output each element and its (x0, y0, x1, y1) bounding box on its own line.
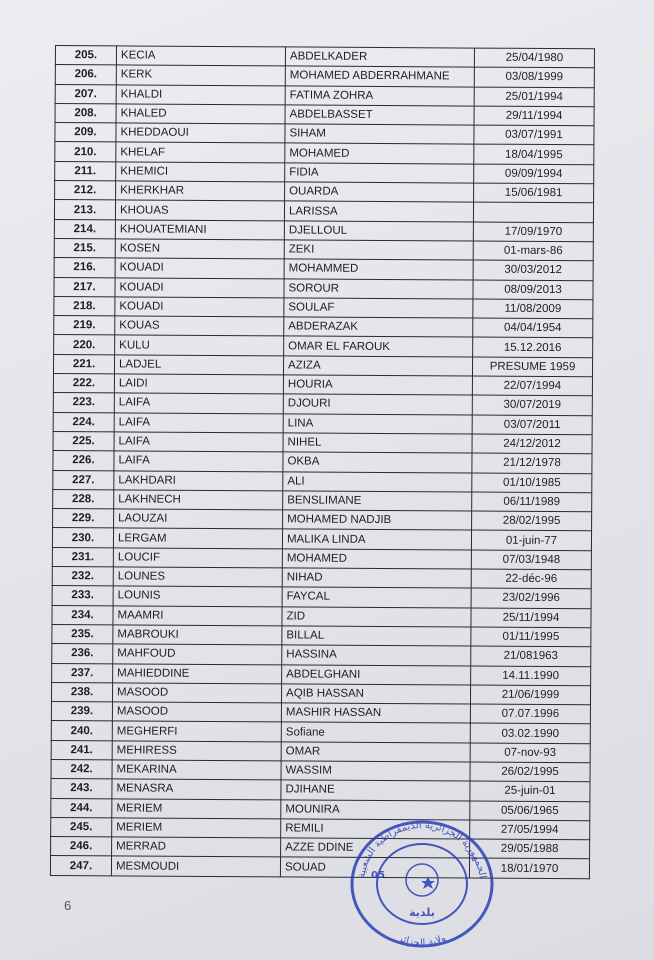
birth-date-cell: 14.11.1990 (471, 666, 591, 686)
birth-date-cell: 22/07/1994 (472, 376, 592, 396)
star-icon (421, 876, 435, 889)
row-number: 247. (50, 856, 111, 876)
first-name-cell: NIHAD (282, 568, 471, 588)
birth-date-cell: 22-déc-96 (471, 569, 591, 589)
last-name-cell: KHEMICI (116, 162, 285, 182)
first-name-cell: FAYCAL (282, 587, 471, 607)
birth-date-cell: 26/02/1995 (470, 762, 590, 782)
stamp-outer-ring (352, 822, 492, 946)
row-number: 205. (55, 46, 116, 66)
first-name-cell: ABDELBASSET (285, 105, 474, 125)
row-number: 214. (54, 219, 115, 239)
row-number: 210. (55, 142, 116, 162)
last-name-cell: KOUADI (115, 297, 284, 317)
first-name-cell: MOUNIRA (281, 799, 470, 819)
row-number: 227. (53, 470, 114, 490)
row-number: 224. (53, 412, 114, 432)
last-name-cell: LAIFA (114, 393, 283, 413)
last-name-cell: LADJEL (114, 355, 283, 375)
birth-date-cell: 25/04/1980 (474, 48, 594, 68)
birth-date-cell: 25-juin-01 (470, 781, 590, 801)
birth-date-cell: 07/03/1948 (471, 550, 591, 570)
row-number: 245. (51, 817, 112, 837)
first-name-cell: MASHIR HASSAN (281, 703, 470, 723)
stamp-top-text: ولاية الجزائر (396, 932, 448, 950)
last-name-cell: KHALDI (116, 84, 285, 104)
birth-date-cell: 03.02.1990 (470, 723, 590, 743)
birth-date-cell: 24/12/2012 (472, 434, 592, 454)
row-number: 207. (55, 84, 116, 104)
first-name-cell: ZID (282, 607, 471, 627)
birth-date-cell: 15.12.2016 (473, 338, 593, 358)
last-name-cell: MEGHERFI (112, 721, 281, 741)
first-name-cell: DJELLOUL (284, 221, 473, 241)
row-number: 206. (55, 65, 116, 85)
row-number: 219. (54, 316, 115, 336)
birth-date-cell: 09/09/1994 (474, 164, 594, 184)
birth-date-cell: 03/08/1999 (474, 67, 594, 87)
row-number: 242. (51, 759, 112, 779)
last-name-cell: MABROUKI (113, 625, 282, 645)
first-name-cell: OUARDA (285, 182, 474, 202)
row-number: 232. (52, 567, 113, 587)
birth-date-cell: 30/07/2019 (472, 395, 592, 415)
row-number: 213. (54, 200, 115, 220)
last-name-cell: LAKHDARI (114, 470, 283, 490)
last-name-cell: KHALED (116, 104, 285, 124)
row-number: 228. (53, 489, 114, 509)
last-name-cell: MENASRA (112, 779, 281, 799)
birth-date-cell: 17/09/1970 (473, 222, 593, 242)
first-name-cell: AZIZA (283, 356, 472, 376)
birth-date-cell: 01-mars-86 (473, 241, 593, 261)
last-name-cell: LOUNES (113, 567, 282, 587)
birth-date-cell: 06/11/1989 (472, 492, 592, 512)
last-name-cell: MASOOD (112, 702, 281, 722)
birth-date-cell: 01-juin-77 (471, 530, 591, 550)
stamp-ring-text: الجمهورية الجزائرية الديمقراطية الشعبية (356, 820, 488, 880)
first-name-cell: LARISSA (284, 201, 473, 221)
first-name-cell: FATIMA ZOHRA (285, 86, 474, 106)
last-name-cell: LAIFA (114, 451, 283, 471)
birth-date-cell: 07-nov-93 (470, 743, 590, 763)
first-name-cell: FIDIA (285, 163, 474, 183)
row-number: 236. (52, 644, 113, 664)
birth-date-cell: 29/05/1988 (470, 839, 590, 859)
row-number: 215. (54, 238, 115, 258)
last-name-cell: LAOUZAI (114, 509, 283, 529)
last-name-cell: KOUADI (115, 277, 284, 297)
row-number: 226. (53, 451, 114, 471)
stamp-bottom-text: بلدية (409, 906, 435, 919)
row-number: 244. (51, 798, 112, 818)
roster-body (50, 46, 594, 879)
last-name-cell: KECIA (116, 46, 285, 66)
last-name-cell: MERIEM (112, 818, 281, 838)
first-name-cell: LINA (283, 414, 472, 434)
birth-date-cell: 01/11/1995 (471, 627, 591, 647)
birth-date-cell: 08/09/2013 (473, 280, 593, 300)
first-name-cell: ABDERAZAK (284, 317, 473, 337)
birth-date-cell: 25/01/1994 (474, 87, 594, 107)
last-name-cell: KERK (116, 65, 285, 85)
last-name-cell: MESMOUDI (111, 856, 280, 876)
first-name-cell: SOULAF (284, 298, 473, 318)
last-name-cell: MEHIRESS (112, 741, 281, 761)
last-name-cell: MERIEM (112, 798, 281, 818)
last-name-cell: MAHFOUD (113, 644, 282, 664)
row-number: 235. (52, 624, 113, 644)
last-name-cell: KHERKHAR (116, 181, 285, 201)
birth-date-cell: 30/03/2012 (473, 260, 593, 280)
row-number: 212. (55, 181, 116, 201)
roster-table (50, 45, 595, 879)
first-name-cell: HOURIA (283, 375, 472, 395)
birth-date-cell: 29/11/1994 (474, 106, 594, 126)
row-number: 237. (52, 663, 113, 683)
row-number: 211. (55, 161, 116, 181)
birth-date-cell: 23/02/1996 (471, 588, 591, 608)
first-name-cell: SOUAD (280, 857, 469, 877)
row-number: 223. (53, 393, 114, 413)
birth-date-cell: 21/06/1999 (470, 685, 590, 705)
birth-date-cell: 25/11/1994 (471, 608, 591, 628)
row-number: 218. (54, 296, 115, 316)
last-name-cell: MERRAD (112, 837, 281, 857)
birth-date-cell: 18/01/1970 (469, 859, 589, 879)
last-name-cell: KHEDDAOUI (116, 123, 285, 143)
last-name-cell: LAIDI (114, 374, 283, 394)
first-name-cell: NIHEL (283, 433, 472, 453)
row-number: 220. (54, 335, 115, 355)
first-name-cell: Sofiane (281, 722, 470, 742)
first-name-cell: HASSINA (282, 645, 471, 665)
last-name-cell: LAKHNECH (114, 490, 283, 510)
first-name-cell: SIHAM (285, 124, 474, 144)
birth-date-cell: PRESUME 1959 (472, 357, 592, 377)
table-row (50, 856, 589, 879)
row-number: 231. (52, 547, 113, 567)
last-name-cell: KOUADI (115, 258, 284, 278)
birth-date-cell: 21/12/1978 (472, 453, 592, 473)
last-name-cell: LAIFA (114, 432, 283, 452)
first-name-cell: SOROUR (284, 278, 473, 298)
stamp-number: 05 (371, 870, 385, 881)
first-name-cell: MALIKA LINDA (282, 529, 471, 549)
stamp-emblem (406, 864, 438, 896)
row-number: 243. (51, 779, 112, 799)
first-name-cell: AZZE DDINE (281, 838, 470, 858)
last-name-cell: LAIFA (114, 413, 283, 433)
last-name-cell: LERGAM (113, 528, 282, 548)
row-number: 239. (51, 702, 112, 722)
last-name-cell: MAAMRI (113, 605, 282, 625)
first-name-cell: MOHAMMED (284, 259, 473, 279)
birth-date-cell: 04/04/1954 (473, 318, 593, 338)
row-number: 229. (53, 509, 114, 529)
last-name-cell: MEKARINA (112, 760, 281, 780)
birth-date-cell: 07.07.1996 (470, 704, 590, 724)
last-name-cell: MASOOD (112, 683, 281, 703)
birth-date-cell: 03/07/1991 (474, 125, 594, 145)
row-number: 209. (55, 123, 116, 143)
first-name-cell: MOHAMED (282, 549, 471, 569)
last-name-cell: KULU (115, 335, 284, 355)
row-number: 230. (52, 528, 113, 548)
birth-date-cell: 21/081963 (471, 646, 591, 666)
last-name-cell: LOUCIF (113, 548, 282, 568)
last-name-cell: KOSEN (115, 239, 284, 259)
first-name-cell: ZEKI (284, 240, 473, 260)
row-number: 246. (51, 837, 112, 857)
first-name-cell: BILLAL (282, 626, 471, 646)
birth-date-cell: 01/10/1985 (472, 473, 592, 493)
row-number: 225. (53, 431, 114, 451)
row-number: 217. (54, 277, 115, 297)
birth-date-cell: 27/05/1994 (470, 820, 590, 840)
first-name-cell: ABDELGHANI (282, 664, 471, 684)
row-number: 216. (54, 258, 115, 278)
last-name-cell: MAHIEDDINE (113, 663, 282, 683)
row-number: 238. (51, 682, 112, 702)
row-number: 241. (51, 740, 112, 760)
birth-date-cell (473, 202, 593, 222)
first-name-cell: ABDELKADER (285, 47, 474, 67)
first-name-cell: OKBA (283, 452, 472, 472)
birth-date-cell: 05/06/1965 (470, 801, 590, 821)
birth-date-cell: 18/04/1995 (474, 145, 594, 165)
first-name-cell: OMAR EL FAROUK (284, 336, 473, 356)
last-name-cell: KHOUATEMIANI (115, 220, 284, 240)
last-name-cell: KHOUAS (115, 200, 284, 220)
first-name-cell: AQIB HASSAN (281, 684, 470, 704)
last-name-cell: KOUAS (115, 316, 284, 336)
page-number: 6 (64, 898, 72, 913)
first-name-cell: REMILI (281, 819, 470, 839)
birth-date-cell: 28/02/1995 (472, 511, 592, 531)
official-stamp (348, 818, 496, 950)
first-name-cell: BENSLIMANE (283, 491, 472, 511)
last-name-cell: KHELAF (116, 142, 285, 162)
first-name-cell: OMAR (281, 742, 470, 762)
row-number: 240. (51, 721, 112, 741)
first-name-cell: DJOURI (283, 394, 472, 414)
row-number: 222. (53, 374, 114, 394)
first-name-cell: MOHAMED (285, 143, 474, 163)
first-name-cell: MOHAMED NADJIB (283, 510, 472, 530)
birth-date-cell: 03/07/2011 (472, 415, 592, 435)
row-number: 221. (53, 354, 114, 374)
row-number: 208. (55, 103, 116, 123)
birth-date-cell: 15/06/1981 (474, 183, 594, 203)
last-name-cell: LOUNIS (113, 586, 282, 606)
row-number: 233. (52, 586, 113, 606)
first-name-cell: WASSIM (281, 761, 470, 781)
first-name-cell: DJIHANE (281, 780, 470, 800)
first-name-cell: MOHAMED ABDERRAHMANE (285, 66, 474, 86)
first-name-cell: ALI (283, 471, 472, 491)
birth-date-cell: 11/08/2009 (473, 299, 593, 319)
row-number: 234. (52, 605, 113, 625)
